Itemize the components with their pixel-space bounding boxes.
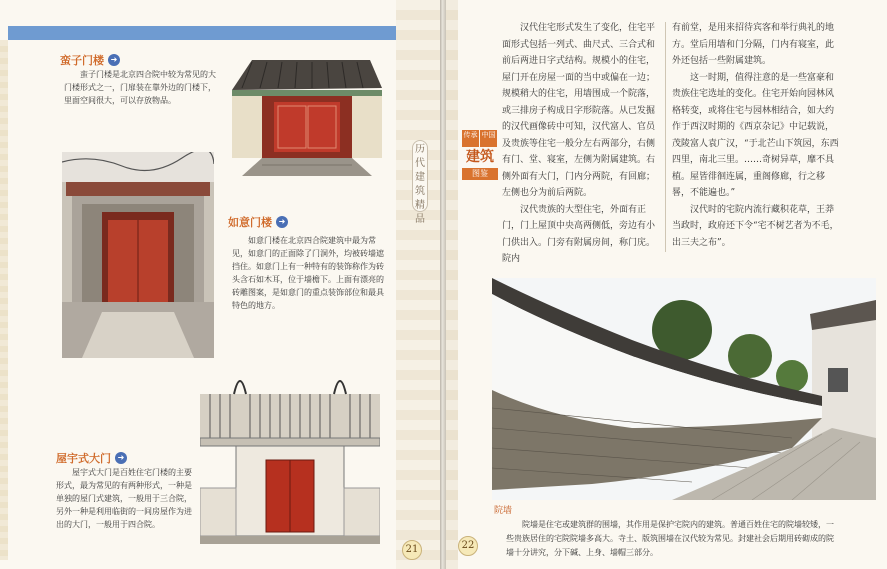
badge-cell: 中国 (480, 130, 497, 147)
wuyu-gate-illustration (200, 368, 380, 544)
side-strip (396, 0, 440, 569)
badge-cell: 传承 (462, 130, 479, 147)
series-badge (462, 130, 498, 180)
badge-title: 建筑 (466, 149, 494, 165)
paragraph: 这一时期，值得注意的是一些富豪和贵族住宅选址的变化。住宅开始向园林风格转变，或将住宅与园林相结合，如大约作于西汉时期的《西京杂记》中记载说，茂陵富人袁广汉，“于北芒山下筑园，东西四里，南北三里。……奇树异草，靡不具植。屋皆徘徊连属，重阁修廊，行之移晷，不能遍也。” (672, 72, 839, 198)
courtyard-wall-photo (492, 278, 876, 500)
section-body-ruyi: 如意门楼在北京四合院建筑中最为常见，如意门的正面除了门洞外，均被砖墙遮挡住。如意门上有一种特有的装饰称作为砖头含石如木耳，位于墙檐下。上面有漂亮的砖雕图案，是如意门的重点装饰部位和最具特色的地方。 (232, 236, 384, 310)
paragraph: 汉代贵族的大型住宅，外面有正门，门上屋顶中央高两侧低，旁边有小门供出入。门旁有附属房间，称门庑。院内 (502, 204, 656, 264)
paragraph: 汉代时的宅院内流行藏积花草，王莽当政时，政府还下令“宅不树艺者为不毛，出三夫之布”。 (672, 204, 839, 248)
section-title-manzi: 蛮子门楼 ➜ (60, 52, 120, 68)
right-page (446, 0, 887, 569)
badge-subtitle: 图鉴 (462, 168, 498, 180)
column-divider (665, 22, 666, 252)
page-number-left: 21 (402, 540, 422, 560)
paragraph: 有前堂，是用来招待宾客和举行典礼的地方。堂后用墙和门分隔，门内有寝室，此外还包括一些附属建筑。 (672, 23, 835, 66)
section-title-wuyu: 屋宇式大门 ➜ (56, 450, 127, 466)
arrow-icon: ➜ (115, 452, 127, 464)
margin-decoration (0, 40, 8, 560)
text-column-2 (672, 20, 840, 251)
section-body-manzi: 蛮子门楼是北京四合院中较为常见的大门楼形式之一，门扉装在靠外边的门楼下，里面空间很大，可以存放物品。 (64, 70, 216, 105)
section-body-wuyu: 屋宇式大门是百姓住宅门楼的主要形式，最为常见的有两种形式，一种是单独的屋门式建筑，一般用于三合院，另外一种是利用临街的一间房屋作为进出的大门，一般用于四合院。 (56, 468, 192, 529)
header-band (8, 26, 396, 40)
arrow-icon: ➜ (108, 54, 120, 66)
arrow-icon: ➜ (276, 216, 288, 228)
page-number-right: 22 (458, 536, 478, 556)
section-title-ruyi: 如意门楼 ➜ (228, 214, 288, 230)
side-strip (446, 0, 458, 569)
paragraph: 汉代住宅形式发生了变化，住宅平面形式包括一列式、曲尺式、三合式和前后两进日字式结构。规模小的住宅，屋门开在房屋一面的当中或偏在一边；规模稍大的住宅，用墙围成一个院落，或三排房子构成日字形院落。从已发掘的汉代画像砖中可知，汉代富人、官员及贵族等住宅一般分左右两部分，右侧有门、堂、寝室，左侧为附属建筑。右侧外面有大门，门内分两院，有回廊；左侧也分为前后两院。 (502, 23, 656, 198)
caption-label: 院墙 (494, 506, 513, 516)
vertical-series-title: 历代建筑精品 (412, 140, 428, 212)
caption-text: 院墙是住宅或建筑群的围墙，其作用是保护宅院内的建筑。普通百姓住宅的院墙较矮，一些贵族居住的宅院院墙多高大。寺土、版筑围墙在汉代较为常见。封建社会后期用砖砌成的院墙十分讲究，分下碱、上身、墙帽三部分。 (506, 520, 834, 557)
text-column-1 (502, 20, 660, 268)
left-page (0, 0, 440, 569)
manzi-gate-illustration (232, 48, 382, 176)
ruyi-gate-photo (62, 152, 214, 358)
